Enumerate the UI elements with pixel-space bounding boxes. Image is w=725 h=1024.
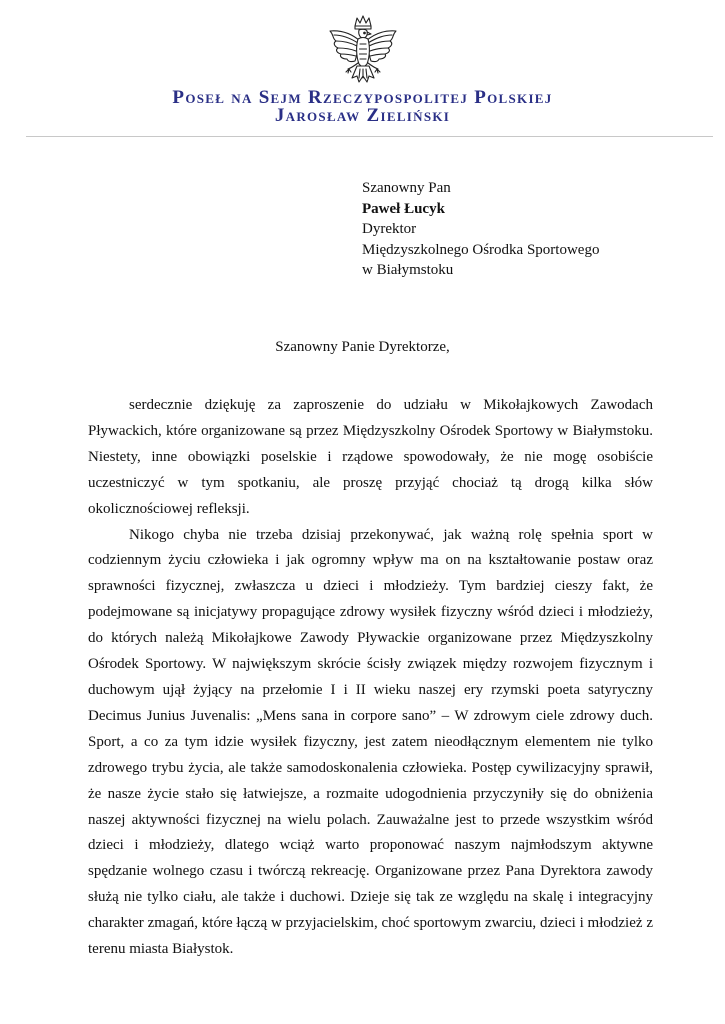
recipient-address: [362, 178, 599, 281]
letter-body: [88, 393, 653, 963]
header-divider: [26, 136, 713, 137]
salutation: Szanowny Panie Dyrektorze,: [275, 339, 450, 355]
body-paragraph: Nikogo chyba nie trzeba dzisiaj przekonywać, jak ważną rolę spełnia sport w codziennym życiu człowieka i jak ogromny wpływ ma on na kształtowanie postaw oraz sprawności fizycznej, zwłaszcza u dzieci i młodzieży. Tym bardziej cieszy fakt, że podejmowane są inicjatywy propagujące zdrowy wysiłek fizyczny wśród dzieci i młodzieży, do których należą Mikołajkowe Zawody Pływackie organizowane przez Międzyszkolny Ośrodek Sportowy. W największym skrócie ścisły związek między rozwojem fizycznym i duchowym ujął żyjący na przełomie I i II wieku naszej ery rzymski poeta satyryczny Decimus Junius Juvenalis: „Mens sana in corpore sano” – W zdrowym ciele zdrowy duch. Sport, a co za tym idzie wysiłek fizyczny, jest zatem nieodłącznym elementem nie tylko zdrowego trybu życia, ale także samodoskonalenia człowieka. Postęp cywilizacyjny sprawił, że nasze życie stało się łatwiejsze, a rozmaite udogodnienia przyczyniły się do obniżenia naszej aktywności fizycznej na wielu polach. Zauważalne jest to przede wszystkim wśród dzieci i młodzieży, dlatego wciąż warto proponować naszym najmłodszym aktywne spędzanie wolnego czasu i twórczą rekreację. Organizowane przez Pana Dyrektora zawody służą nie tylko ciału, ale także i duchowi. Dzieje się tak ze względu na skalę i integracyjny charakter zmagań, które łączą w przyjacielskim, choć sportowym zwarciu, dzieci i młodzież z terenu miasta Białystok.: [88, 526, 653, 958]
letterhead-name: Jarosław Zieliński: [274, 105, 451, 126]
recipient-name: Paweł Łucyk: [362, 200, 445, 217]
polish-eagle-emblem-icon: [324, 14, 402, 90]
recipient-greeting: Szanowny Pan: [362, 180, 451, 196]
recipient-institution: Międzyszkolnego Ośrodka Sportowego: [362, 241, 600, 258]
recipient-position: Dyrektor: [362, 221, 417, 237]
body-paragraph: serdecznie dziękuję za zaproszenie do udziału w Mikołajkowych Zawodach Pływackich, które organizowane są przez Międzyszkolny Ośrodek Sportowy w Białymstoku. Niestety, inne obowiązki poselskie i rządowe spowodowały, że nie mogę osobiście uczestniczyć w tym spotkaniu, ale proszę przyjąć chociaż tą drogą kilka słów okolicznościowej refleksji.: [88, 397, 653, 517]
recipient-city: w Białymstoku: [362, 262, 454, 278]
letterhead-title: Poseł na Sejm Rzeczypospolitej Polskiej: [172, 87, 553, 108]
